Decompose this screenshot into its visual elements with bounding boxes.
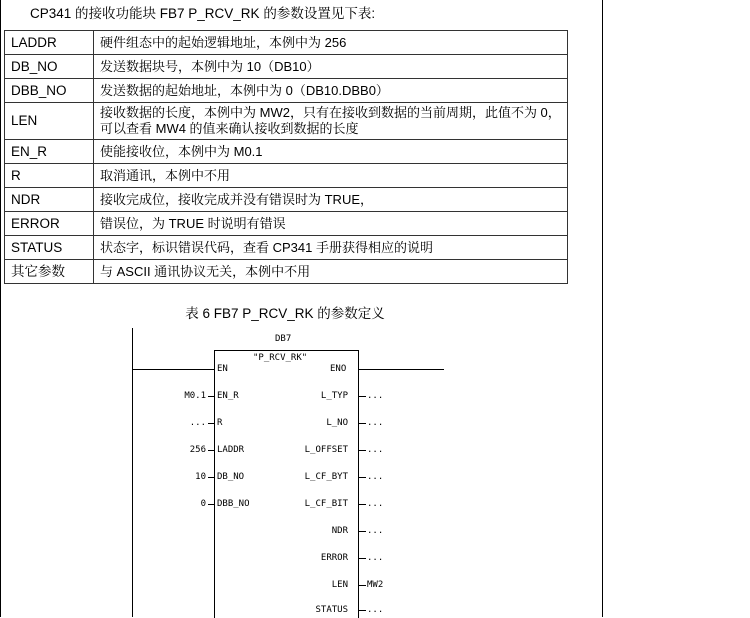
output-value: ...: [367, 553, 384, 563]
param-name: 其它参数: [5, 260, 94, 284]
table-row: [5, 212, 568, 236]
output-wire: [358, 423, 366, 424]
input-value: 10: [195, 472, 206, 482]
param-desc: 接收完成位，接收完成并没有错误时为 TRUE，: [94, 188, 568, 212]
pin-eno: ENO: [330, 364, 347, 374]
en-wire: [133, 369, 214, 370]
output-value: ...: [367, 499, 384, 509]
input-value: ...: [189, 418, 206, 428]
param-desc: 状态字，标识错误代码，查看 CP341 手册获得相应的说明: [94, 236, 568, 260]
param-desc: 硬件组态中的起始逻辑地址，本例中为 256: [94, 31, 568, 55]
output-value: ...: [367, 418, 384, 428]
table-row: [5, 188, 568, 212]
param-name: DBB_NO: [5, 79, 94, 103]
table-row: [5, 236, 568, 260]
output-value: ...: [367, 472, 384, 482]
output-wire: [358, 396, 366, 397]
param-name: DB_NO: [5, 55, 94, 79]
param-desc: 使能接收位，本例中为 M0.1: [94, 140, 568, 164]
param-desc: 取消通讯，本例中不用: [94, 164, 568, 188]
input-wire: [208, 423, 214, 424]
output-pin: L_TYP: [320, 391, 348, 401]
intro-text: CP341 的接收功能块 FB7 P_RCV_RK 的参数设置见下表:: [30, 6, 376, 21]
fb-name: "P_RCV_RK": [253, 353, 308, 363]
output-wire: [358, 585, 366, 586]
input-wire: [208, 477, 214, 478]
input-wire: [208, 504, 214, 505]
output-pin: NDR: [331, 526, 348, 536]
output-pin: L_OFFSET: [304, 445, 348, 455]
output-pin: LEN: [331, 580, 348, 590]
output-value: ...: [367, 391, 384, 401]
table-row: [5, 55, 568, 79]
table-row: [5, 164, 568, 188]
pin-en: EN: [217, 364, 228, 374]
table-row: [5, 103, 568, 140]
output-pin: L_CF_BIT: [304, 499, 348, 509]
page-frame-right: [602, 0, 603, 617]
param-name: LEN: [5, 103, 94, 140]
output-value: ...: [367, 445, 384, 455]
output-pin: L_NO: [326, 418, 348, 428]
param-desc: 错误位，为 TRUE 时说明有错误: [94, 212, 568, 236]
output-value: MW2: [367, 580, 384, 590]
input-value: M0.1: [184, 391, 206, 401]
param-desc: 发送数据块号，本例中为 10（DB10）: [94, 55, 568, 79]
db-label: DB7: [275, 334, 292, 344]
input-value: 256: [189, 445, 206, 455]
output-wire: [358, 450, 366, 451]
output-wire: [358, 477, 366, 478]
param-name: NDR: [5, 188, 94, 212]
output-value: ...: [367, 526, 384, 536]
param-name: EN_R: [5, 140, 94, 164]
output-pin: ERROR: [320, 553, 348, 563]
output-wire: [358, 531, 366, 532]
input-pin: LADDR: [217, 445, 245, 455]
table-caption: 表 6 FB7 P_RCV_RK 的参数定义: [185, 306, 385, 321]
eno-wire: [358, 369, 444, 370]
table-row: [5, 31, 568, 55]
param-desc: 与 ASCII 通讯协议无关，本例中不用: [94, 260, 568, 284]
table-row: [5, 260, 568, 284]
input-wire: [208, 396, 214, 397]
input-pin: DB_NO: [217, 472, 245, 482]
parameter-table: [4, 30, 568, 284]
input-pin: R: [217, 418, 223, 428]
input-value: 0: [200, 499, 206, 509]
input-pin: DBB_NO: [217, 499, 250, 509]
output-wire: [358, 504, 366, 505]
table-row: [5, 79, 568, 103]
power-rail: [132, 328, 133, 617]
output-wire: [358, 558, 366, 559]
table-row: [5, 140, 568, 164]
input-wire: [208, 450, 214, 451]
output-value: ...: [367, 605, 384, 615]
output-pin: L_CF_BYT: [304, 472, 348, 482]
param-name: LADDR: [5, 31, 94, 55]
param-name: STATUS: [5, 236, 94, 260]
param-name: R: [5, 164, 94, 188]
output-pin: STATUS: [315, 605, 348, 615]
input-pin: EN_R: [217, 391, 239, 401]
param-name: ERROR: [5, 212, 94, 236]
param-desc: 接收数据的长度，本例中为 MW2，只有在接收到数据的当前周期，此值不为 0，可以查看 MW4 的值来确认接收到数据的长度: [94, 103, 568, 140]
output-wire: [358, 610, 366, 611]
param-desc: 发送数据的起始地址，本例中为 0（DB10.DBB0）: [94, 79, 568, 103]
